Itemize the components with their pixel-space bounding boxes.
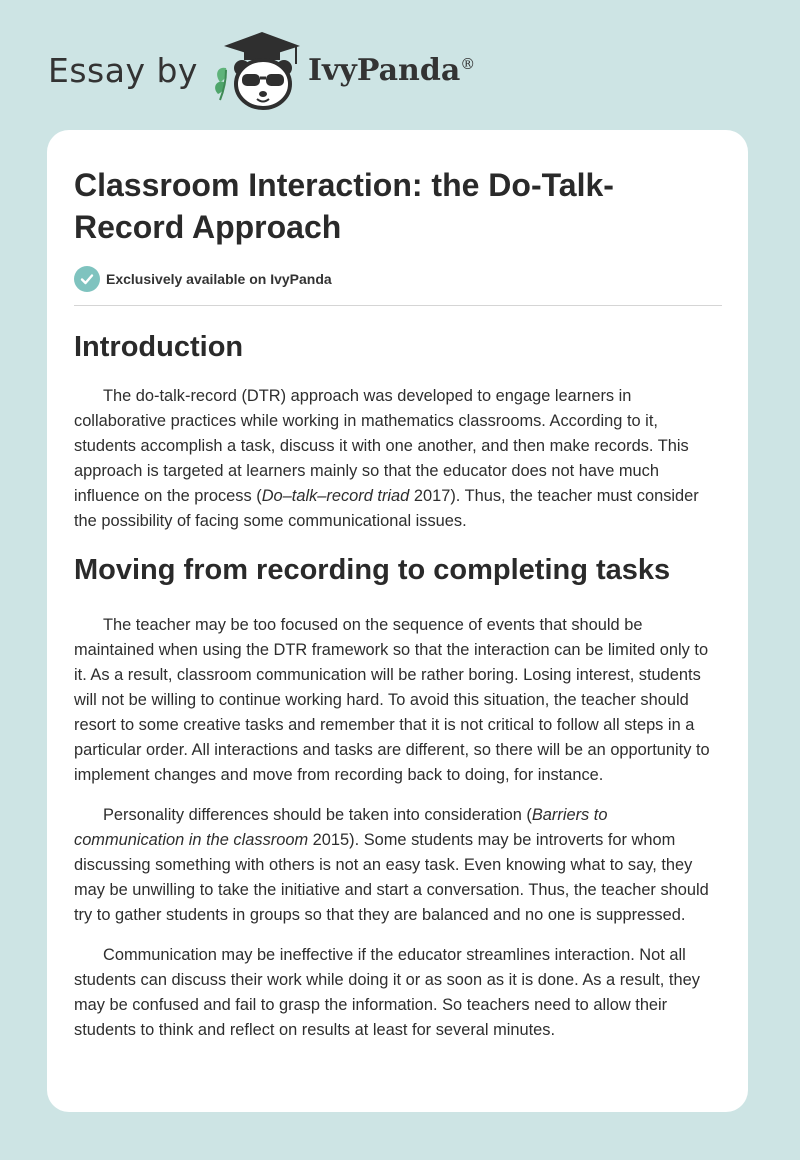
badge-text: Exclusively available on IvyPanda — [106, 271, 332, 287]
section-heading-introduction: Introduction — [74, 331, 244, 363]
check-icon — [74, 266, 100, 292]
exclusive-badge — [74, 266, 722, 306]
brand-prefix: Essay by — [48, 50, 198, 90]
essay-title: Classroom Interaction: the Do-Talk-Record Approach — [74, 167, 614, 245]
paragraph-moving-1: The teacher may be too focused on the sequence of events that should be maintained when using the DTR framework so that the interaction can be limited only to it. As a result, classroom communication will be rather boring. Losing interest, students will not be willing to continue working hard. To avoid this situation, the teacher should resort to some creative tasks and remember that it is not critical to follow all steps in a particular order. All interactions and tasks are different, so there will be an opportunity to implement changes and move from recording back to doing, for instance. — [74, 616, 710, 784]
section-heading-moving: Moving from recording to completing tasks — [74, 554, 671, 586]
paragraph-intro: The do-talk-record (DTR) approach was developed to engage learners in collaborative practices while working in mathematics classrooms. According to it, students accomplish a task, discuss it with one another, and then make records. This approach is targeted at learners mainly so that the educator does not have much influence on the process (Do–talk–record triad 2017). Thus, the teacher must consider the possibility of facing some communicational issues. — [74, 387, 699, 530]
brand-name: IvyPanda® — [307, 52, 476, 88]
essay-card — [47, 130, 748, 1112]
panda-logo-icon — [212, 30, 304, 110]
brand-header — [48, 30, 475, 110]
paragraph-moving-2: Personality differences should be taken into consideration (Barriers to communication in the classroom 2015). Some students may be introverts for whom discussing something with others is not an easy task. Even knowing what to say, they may be unwilling to take the initiative and start a conversation. Thus, the teacher should try to gather students in groups so that they are balanced and no one is suppressed. — [74, 806, 709, 924]
paragraph-moving-3: Communication may be ineffective if the educator streamlines interaction. Not all students can discuss their work while doing it or as soon as it is done. As a result, they may be confused and fail to grasp the information. So teachers need to allow their students to think and reflect on results at least for several minutes. — [74, 946, 700, 1039]
